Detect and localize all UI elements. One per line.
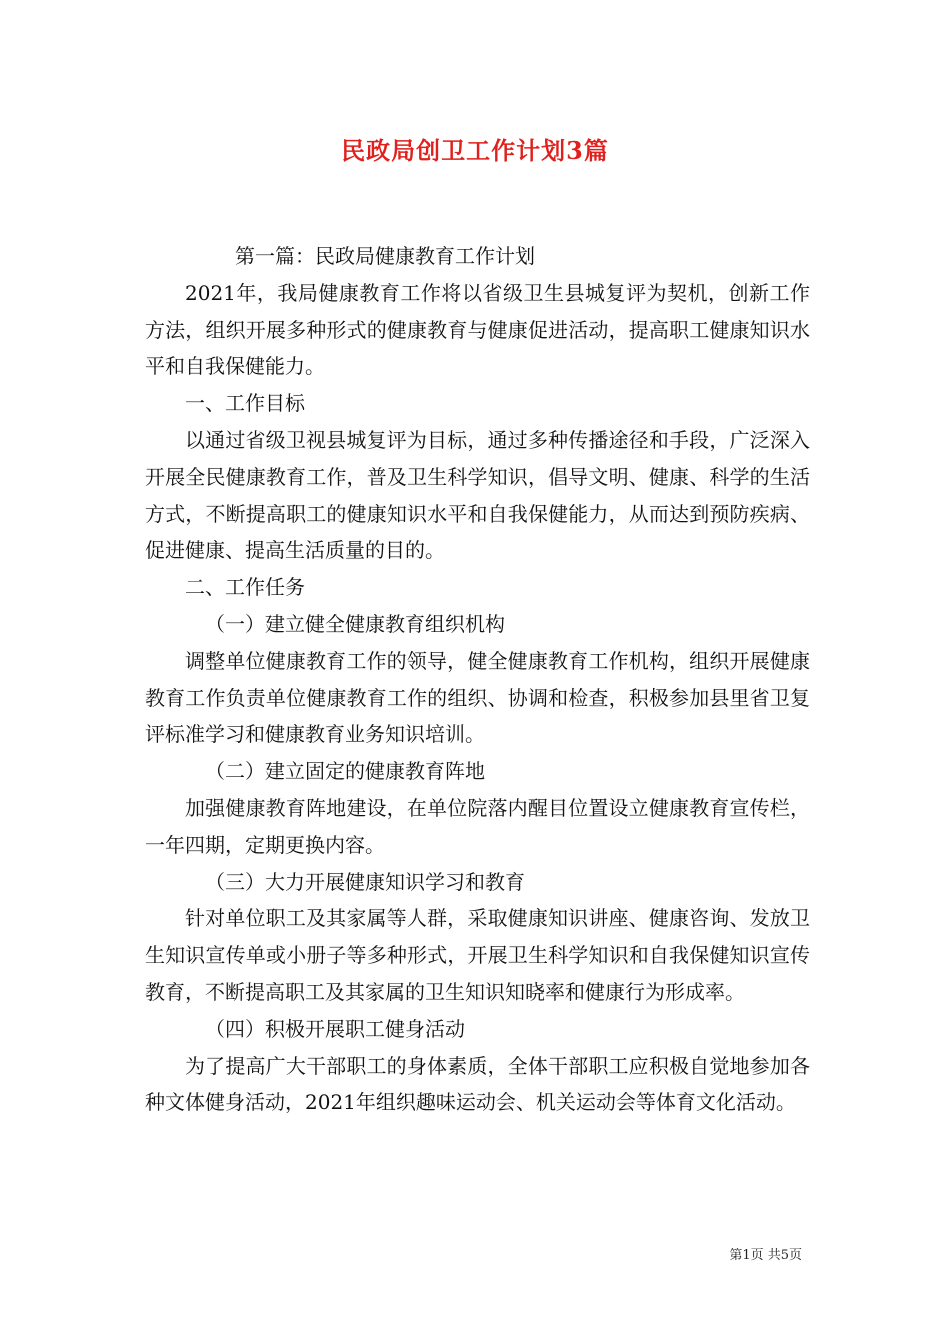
section-heading: 一、工作目标 — [185, 391, 305, 416]
paragraph: 2021年，我局健康教育工作将以省级卫生县城复评为契机，创新工作方法，组织开展多种形式的健康教育与健康促进活动，提高职工健康知识水平和自我保健能力。 — [145, 280, 810, 379]
subsection-heading: （一）建立健全健康教育组织机构 — [205, 611, 505, 636]
paragraph: 以通过省级卫视县城复评为目标，通过多种传播途径和手段，广泛深入开展全民健康教育工作，普及卫生科学知识，倡导文明、健康、科学的生活方式，不断提高职工的健康知识水平和自我保健能力，从而达到预防疾病、促进健康、提高生活质量的目的。 — [145, 427, 810, 563]
paragraph: 调整单位健康教育工作的领导，健全健康教育工作机构，组织开展健康教育工作负责单位健康教育工作的组织、协调和检查，积极参加县里省卫复评标准学习和健康教育业务知识培训。 — [145, 648, 810, 747]
page-number: 第1页 共5页 — [729, 1248, 802, 1263]
part-heading: 第一篇：民政局健康教育工作计划 — [235, 244, 535, 268]
document-title: 民政局创卫工作计划3篇 — [341, 136, 609, 165]
subsection-heading: （四）积极开展职工健身活动 — [205, 1016, 465, 1041]
document-body — [145, 238, 810, 1121]
section-heading: 二、工作任务 — [185, 575, 305, 600]
paragraph: 针对单位职工及其家属等人群，采取健康知识讲座、健康咨询、发放卫生知识宣传单或小册子等多种形式，开展卫生科学知识和自我保健知识宣传教育，不断提高职工及其家属的卫生知识知晓率和健康行为形成率。 — [145, 906, 810, 1004]
subsection-heading: （二）建立固定的健康教育阵地 — [205, 759, 485, 784]
paragraph: 加强健康教育阵地建设，在单位院落内醒目位置设立健康教育宣传栏，一年四期，定期更换内容。 — [145, 795, 810, 857]
paragraph: 为了提高广大干部职工的身体素质，全体干部职工应积极自觉地参加各种文体健身活动，2021年组织趣味运动会、机关运动会等体育文化活动。 — [145, 1053, 810, 1115]
subsection-heading: （三）大力开展健康知识学习和教育 — [205, 869, 525, 894]
